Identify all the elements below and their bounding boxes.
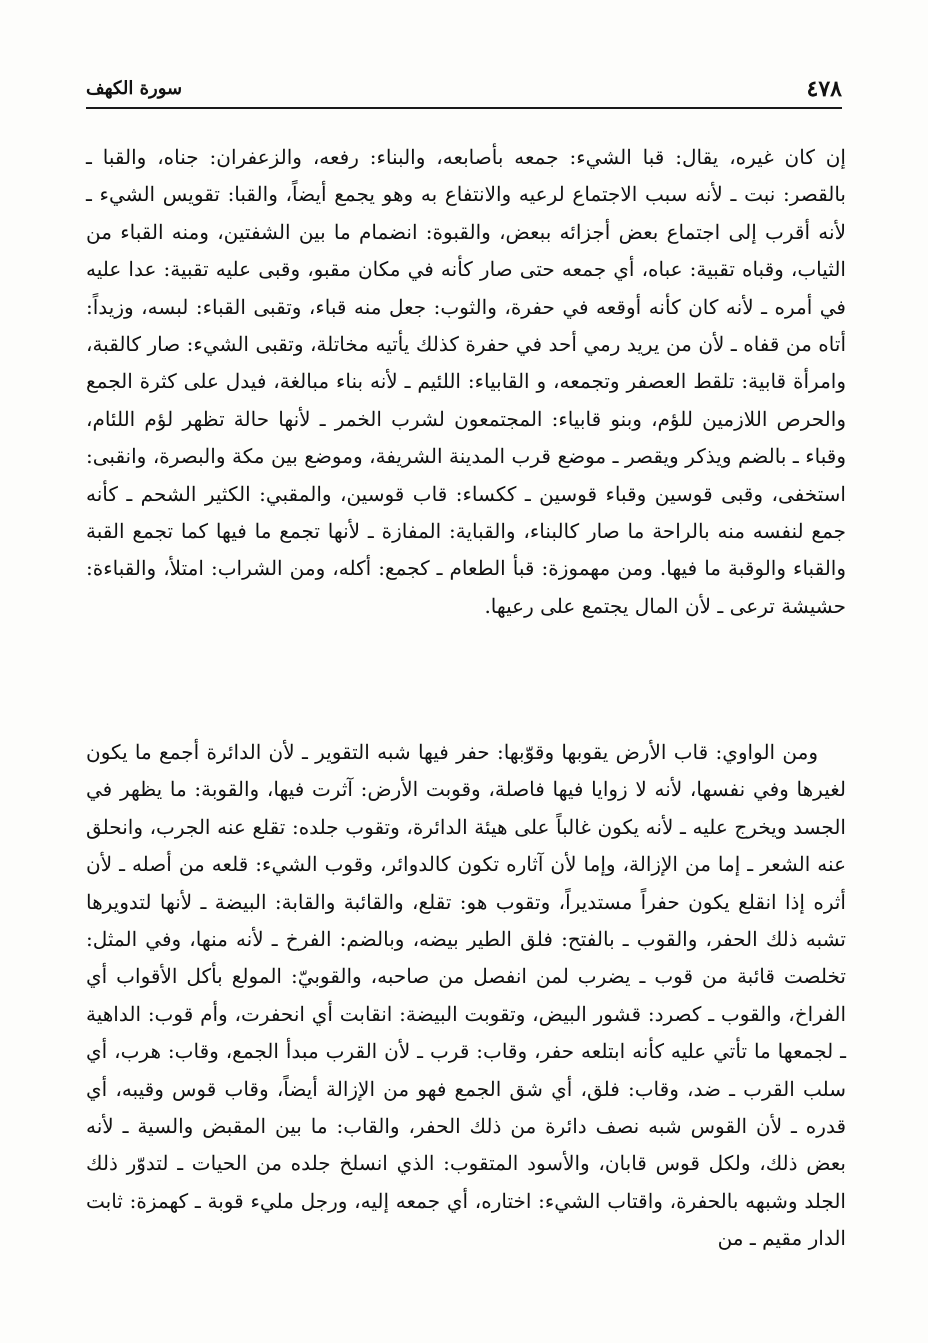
surah-title: سورة الكهف	[86, 78, 183, 99]
header-divider	[86, 107, 842, 109]
page-number: ٤٧٨	[806, 76, 842, 102]
body-paragraph-1: إن كان غيره، يقال: قبا الشيء: جمعه بأصابعه، والبناء: رفعه، والزعفران: جناه، والقبا ـ بالقصر: نبت ـ لأنه سبب الاجتماع لرعيه والانتفاع به وهو يجمع أيضاً، والقبا: تقويس الشيء ـ لأنه أقرب إلى اجتماع بعض أجزائه ببعض، والقبوة: انضمام ما بين الشفتين، ومنه القباء من الثياب، وقباه تقبية: عباه، أي جمعه حتى صار كأنه في مكان مقبو، وقبى عليه تقبية: عدا عليه في أمره ـ لأنه كان كأنه أوقعه في حفرة، والثوب: جعل منه قباء، وتقبى القباء: لبسه، وزيداً: أتاه من قفاه ـ لأن من يريد رمي أحد في حفرة كذلك يأتيه مخاتلة، وتقبى الشيء: صار كالقبة، وامرأة قابية: تلقط العصفر وتجمعه، و القابياء: اللئيم ـ لأنه بناء مبالغة، فيدل على كثرة الجمع والحرص اللازمين للؤم، وبنو قابياء: المجتمعون لشرب الخمر ـ لأنها حالة تظهر لؤم اللئام، وقباء ـ بالضم ويذكر ويقصر ـ موضع قرب المدينة الشريفة، وموضع بين مكة والبصرة، وانقبى: استخفى، وقبى قوسين وقباء قوسين ـ ككساء: قاب قوسين، والمقبي: الكثير الشحم ـ كأنه جمع لنفسه منه بالراحة ما صار كالبناء، والقباية: المفازة ـ لأنها تجمع ما فيها كما تجمع القبة والقباء والوقبة ما فيها. ومن مهموزة: قبأ الطعام ـ كجمع: أكله، ومن الشراب: امتلأ، والقباءة: حشيشة ترعى ـ لأن المال يجتمع على رعيها.	[86, 145, 847, 618]
body-paragraph-2: ومن الواوي: قاب الأرض يقوبها وقوّبها: حفر فيها شبه التقوير ـ لأن الدائرة أجمع ما يكون لغيرها وفي نفسها، لأنه لا زوايا فيها فاصلة، وقوبت الأرض: آثرت فيها، والقوبة: ما يظهر في الجسد ويخرج عليه ـ لأنه يكون غالباً على هيئة الدائرة، وتقوب جلده: تقلع عنه الجرب، وانحلق عنه الشعر ـ إما من الإزالة، وإما لأن آثاره تكون كالدوائر، وقوب الشيء: قلعه من أصله ـ لأن أثره إذا انقلع يكون حفراً مستديراً، وتقوب هو: تقلع، والقائبة والقابة: البيضة ـ لأنها لتدويرها تشبه ذلك الحفر، والقوب ـ بالفتح: فلق الطير بيضه، وبالضم: الفرخ ـ لأنه منها، وفي المثل: تخلصت قائبة من قوب ـ يضرب لمن انفصل من صاحبه، والقوبيّ: المولع بأكل الأقواب أي الفراخ، والقوب ـ كصرد: قشور البيض، وتقوبت البيضة: انقابت أي انحفرت، وأم قوب: الداهية ـ لجمعها ما تأتي عليه كأنه ابتلعه حفر، وقاب: قرب ـ لأن القرب مبدأ الجمع، وقاب: هرب، أي سلب القرب ـ ضد، وقاب: فلق، أي شق الجمع فهو من الإزالة أيضاً، وقاب قوس وقيبه، أي قدره ـ لأن القوس شبه نصف دائرة من ذلك الحفر، والقاب: ما بين المقبض والسية ـ لأنه بعض ذلك، ولكل قوس قابان، والأسود المتقوب: الذي انسلخ جلده من الحيات ـ لتدوّر ذلك الجلد وشبهه بالحفرة، واقتاب الشيء: اختاره، أي جمعه إليه، ورجل مليء قوبة ـ كهمزة: ثابت الدار مقيم ـ من	[86, 740, 847, 1251]
page-header	[86, 74, 842, 104]
